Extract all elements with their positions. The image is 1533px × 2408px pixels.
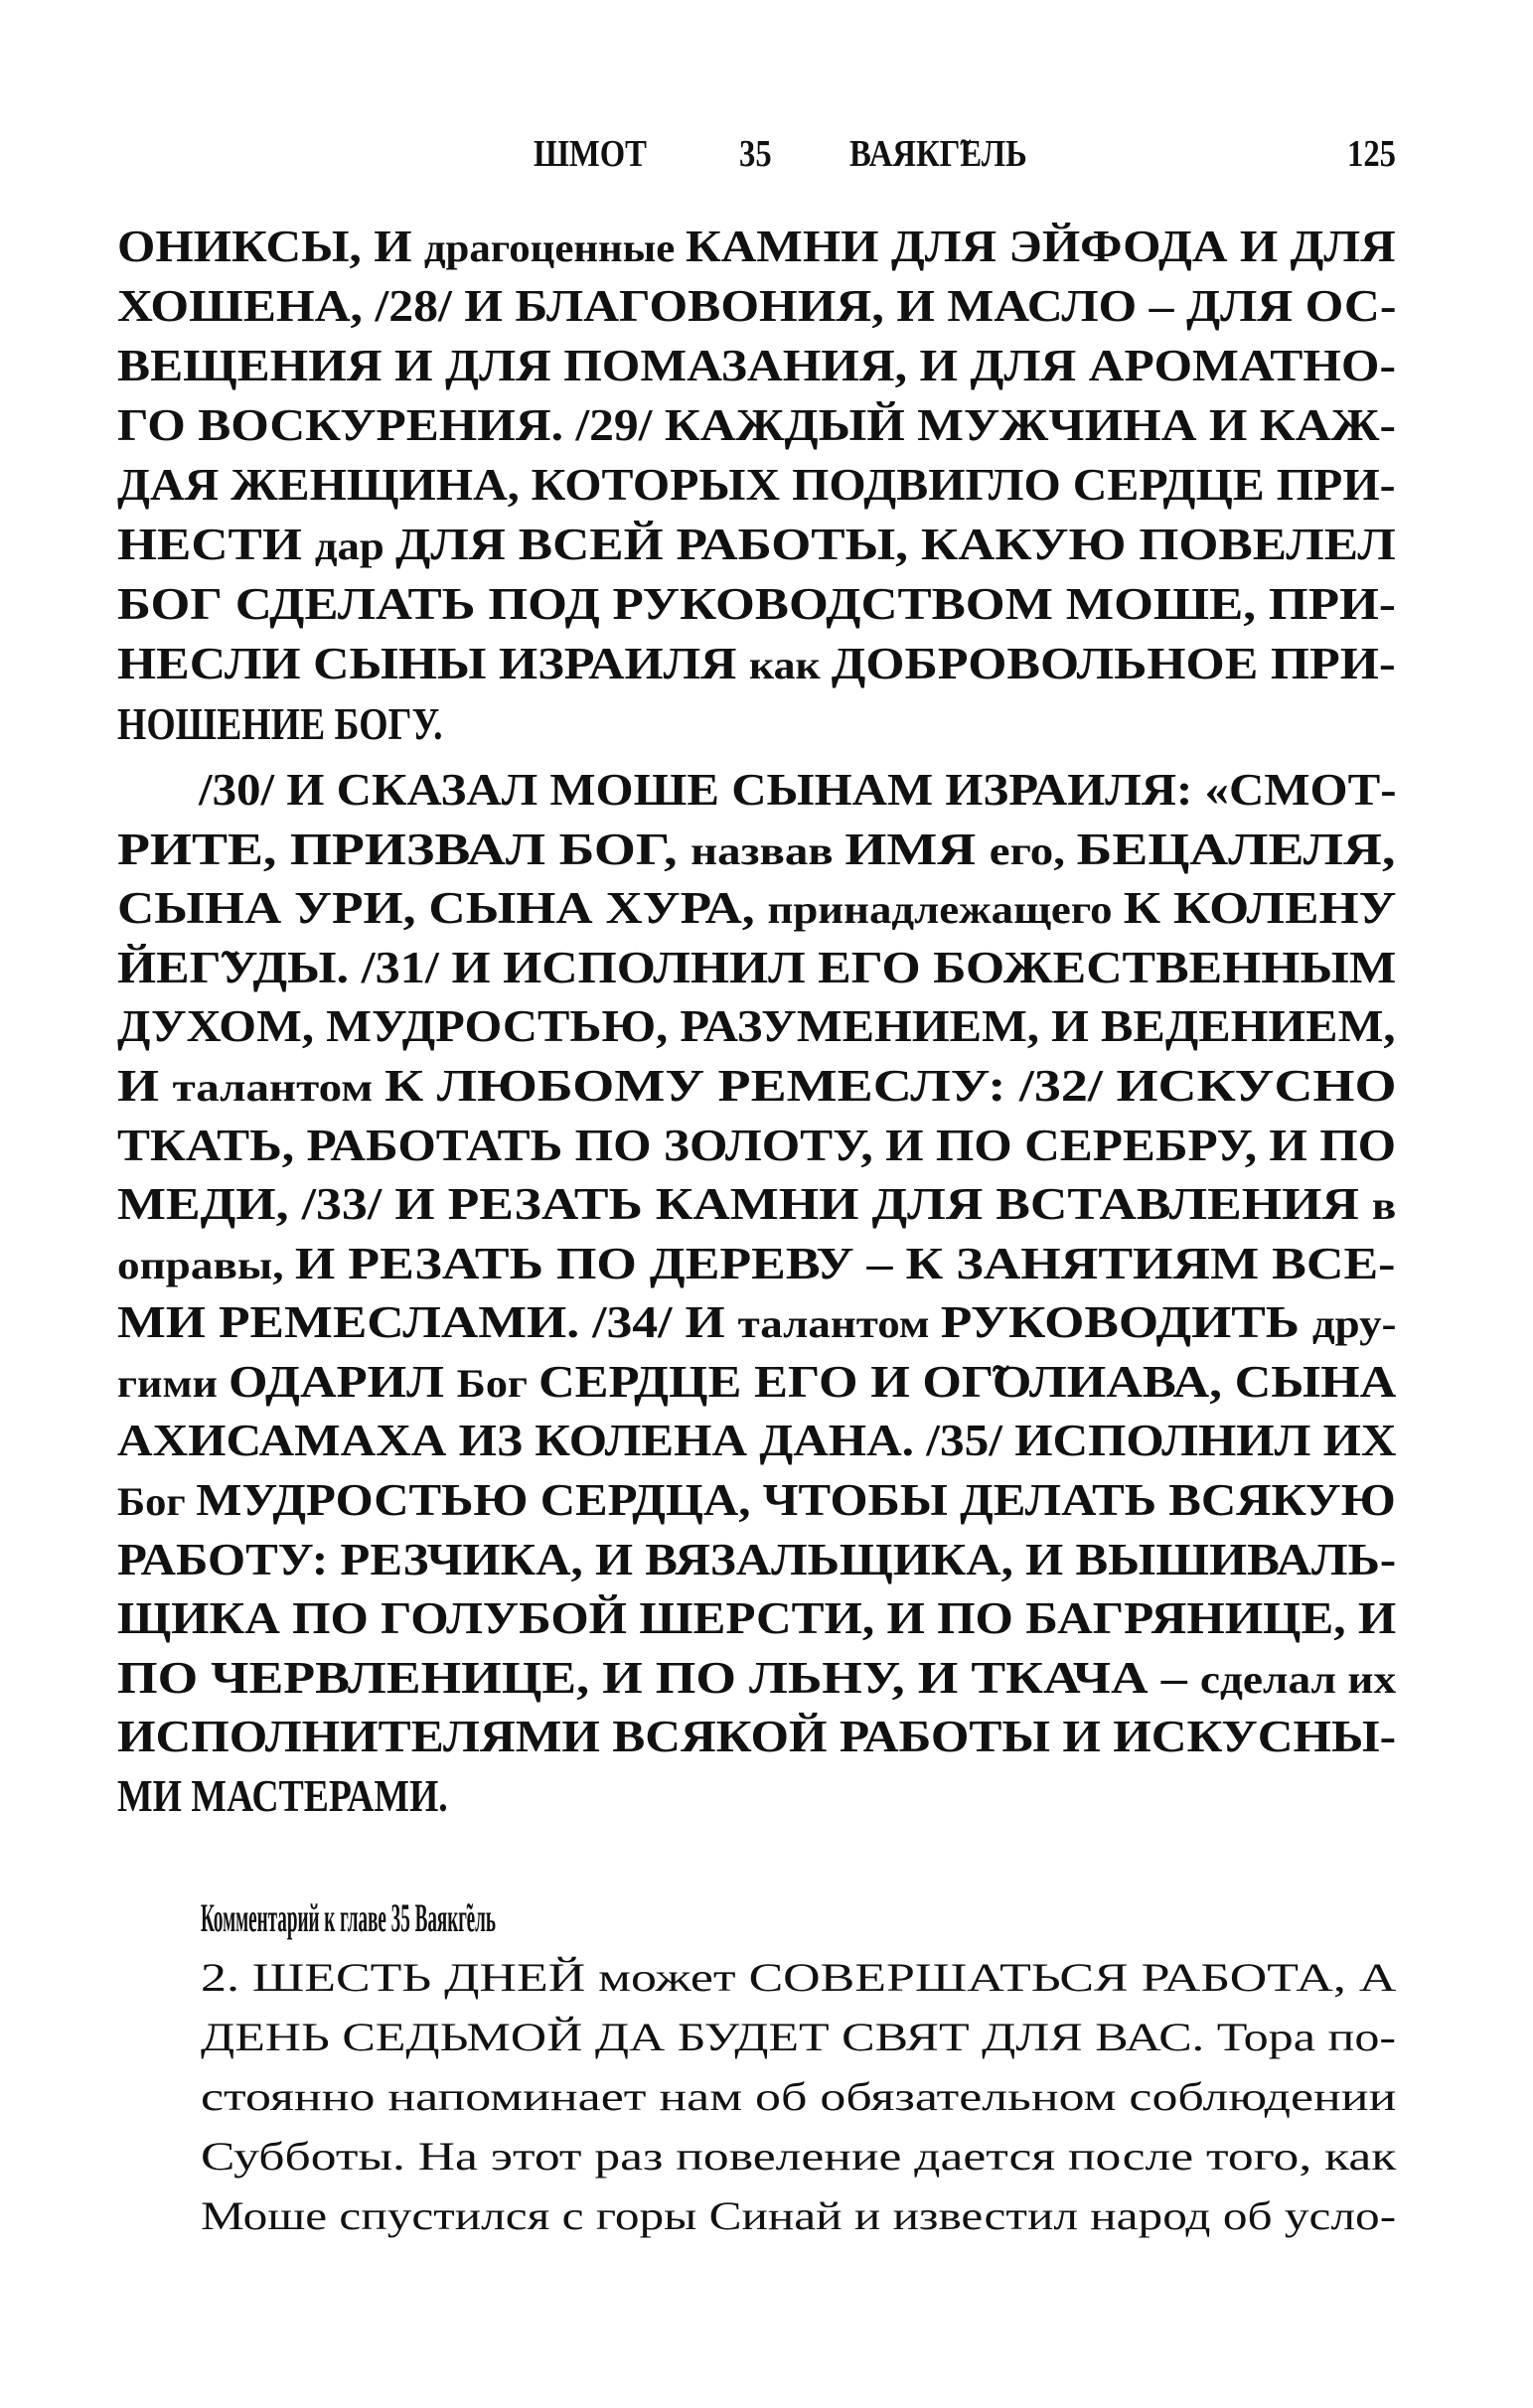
verse-line-text — [117, 395, 1396, 455]
verse-lowercase-segment: драгоценные — [423, 226, 686, 270]
verse-line-text — [117, 694, 443, 754]
verse-line — [117, 938, 1396, 997]
verse-line-text — [117, 574, 1396, 634]
verse-caps-segment: И — [117, 1060, 173, 1111]
verse-caps-segment: НЕСЛИ СЫНЫ ИЗРАИЛЯ — [117, 638, 750, 688]
verse-caps-segment: К ЛЮБОМУ РЕМЕСЛУ: /32/ ИСКУСНО — [384, 1060, 1397, 1111]
verse-line — [117, 336, 1396, 395]
verse-line — [117, 1174, 1396, 1234]
verse-caps-segment: ПО ЧЕРВЛЕНИЦЕ, И ПО ЛЬНУ, И ТКАЧА – — [117, 1652, 1200, 1703]
verse-caps-segment: ДАЯ ЖЕНЩИНА, КОТОРЫХ ПОДВИГЛО СЕРДЦЕ ПРИ- — [117, 459, 1396, 510]
verse-lowercase-segment: гими — [117, 1361, 230, 1406]
verse-lowercase-segment: Бог — [117, 1479, 197, 1524]
verse-caps-segment: КАМНИ ДЛЯ ЭЙФОДА И ДЛЯ — [685, 221, 1396, 271]
verse-line-text — [117, 1766, 448, 1826]
verse-lowercase-segment: назвав — [690, 828, 845, 873]
verse-caps-segment: ДЛЯ ВСЕЙ РАБОТЫ, КАКУЮ ПОВЕЛЕЛ — [394, 519, 1396, 569]
verse-lowercase-segment: оправы, — [117, 1243, 295, 1287]
commentary-line-text: стоянно напоминает нам об обязательном соблюдении — [201, 2074, 1397, 2119]
header-book-title: ШМОТ — [534, 133, 647, 175]
verse-line — [117, 515, 1396, 574]
verse-caps-segment: НОШЕНИЕ БОГУ. — [117, 698, 443, 749]
verse-line-text — [117, 1116, 1396, 1175]
verse-line — [117, 1292, 1396, 1352]
verse-caps-segment: И РЕЗАТЬ ПО ДЕРЕВУ – К ЗАНЯТИЯМ ВСЕ- — [294, 1238, 1396, 1288]
commentary-line-text: Моше спустился с горы Синай и известил народ об усло- — [201, 2193, 1397, 2238]
verse-caps-segment: СЫНА УРИ, СЫНА ХУРА, — [117, 882, 768, 933]
verse-caps-segment: АХИСАМАХА ИЗ КОЛЕНА ДАНА. /35/ ИСПОЛНИЛ ИХ — [117, 1415, 1397, 1465]
verse-caps-segment: СЕРДЦЕ ЕГО И ОГ̃ОЛИАВА, СЫНА — [538, 1356, 1397, 1407]
verse-line-text — [117, 1588, 1396, 1648]
verse-line-text — [117, 336, 1396, 395]
verse-caps-segment: МУДРОСТЬЮ СЕРДЦА, ЧТОБЫ ДЕЛАТЬ ВСЯКУЮ — [196, 1474, 1396, 1525]
page-number: 125 — [1347, 133, 1397, 175]
verse-caps-segment: ЩИКА ПО ГОЛУБОЙ ШЕРСТИ, И ПО БАГРЯНИЦЕ, И — [117, 1592, 1397, 1643]
commentary-line — [201, 2186, 1396, 2246]
verse-line — [117, 1116, 1396, 1175]
verse-line — [117, 996, 1396, 1056]
commentary-line — [201, 2067, 1396, 2127]
verse-line-text — [117, 996, 1396, 1056]
verse-caps-segment: МЕДИ, /33/ И РЕЗАТЬ КАМНИ ДЛЯ ВСТАВЛЕНИЯ — [117, 1178, 1372, 1229]
verse-caps-segment: ДОБРОВОЛЬНОЕ ПРИ- — [831, 638, 1396, 688]
verse-line — [117, 217, 1396, 276]
verse-line-text — [117, 276, 1396, 336]
verse-caps-segment: МИ РЕМЕСЛАМИ. /34/ И — [117, 1296, 738, 1347]
verse-caps-segment: БОГ СДЕЛАТЬ ПОД РУКОВОДСТВОМ МОШЕ, ПРИ- — [117, 578, 1396, 629]
verse-line — [117, 878, 1396, 938]
verse-line-text — [117, 634, 1396, 695]
verse-lowercase-segment: как — [749, 643, 832, 687]
verse-line — [117, 634, 1396, 693]
commentary-line-text: 2. ШЕСТЬ ДНЕЙ может СОВЕРШАТЬСЯ РАБОТА, А — [201, 1955, 1397, 2000]
verse-line-text — [117, 1530, 1396, 1589]
verse-caps-segment: РИТЕ, ПРИЗВАЛ БОГ, — [117, 824, 691, 874]
verse-caps-segment: ОДАРИЛ — [229, 1356, 457, 1407]
verse-line-text — [117, 878, 1396, 940]
verse-line — [117, 1411, 1396, 1470]
verse-lowercase-segment: принадлежащего — [767, 887, 1124, 932]
commentary-heading: Комментарий к главе 35 Ваякг̃ель — [201, 1895, 496, 1940]
verse-caps-segment: ИСПОЛНИТЕЛЯМИ ВСЯКОЙ РАБОТЫ И ИСКУСНЫ- — [117, 1711, 1397, 1761]
verse-lowercase-segment: талантом — [737, 1301, 941, 1346]
verse-lowercase-segment: талантом — [172, 1065, 385, 1110]
verse-caps-segment: РУКОВОДИТЬ — [940, 1296, 1312, 1347]
verse-line — [117, 1470, 1396, 1530]
verse-line — [117, 574, 1396, 634]
verse-caps-segment: ХОШЕНА, /28/ И БЛАГОВОНИЯ, И МАСЛО – ДЛЯ ОС- — [117, 280, 1397, 331]
verse-line-text — [117, 1470, 1396, 1532]
verse-caps-segment: ГО ВОСКУРЕНИЯ. /29/ КАЖДЫЙ МУЖЧИНА И КАЖ- — [117, 399, 1396, 450]
verse-line — [117, 1766, 1396, 1826]
verse-caps-segment: К КОЛЕНУ — [1123, 882, 1397, 933]
verse-line — [117, 1588, 1396, 1648]
verse-line-text — [117, 1707, 1396, 1766]
verse-lowercase-segment: сделал их — [1199, 1657, 1397, 1702]
verse-line-text — [117, 1234, 1395, 1295]
verse-lowercase-segment: в — [1371, 1183, 1397, 1228]
verse-caps-segment: ИМЯ — [844, 824, 990, 874]
verse-line-text — [117, 938, 1396, 997]
verse-caps-segment: НЕСТИ — [117, 519, 315, 569]
verse-caps-segment: ДУХОМ, МУДРОСТЬЮ, РАЗУМЕНИЕМ, И ВЕДЕНИЕМ, — [117, 1000, 1396, 1051]
verse-line-text — [117, 455, 1396, 515]
commentary-line-text: Субботы. На этот раз повеление дается после того, как — [201, 2134, 1397, 2179]
verse-lowercase-segment: его, — [989, 828, 1077, 873]
verse-caps-segment: РАБОТУ: РЕЗЧИКА, И ВЯЗАЛЬЩИКА, И ВЫШИВАЛЬ- — [117, 1534, 1397, 1584]
verse-line-text — [117, 1648, 1396, 1710]
verse-caps-segment: БЕЦАЛЕЛЯ, — [1076, 824, 1396, 874]
verse-lowercase-segment: дар — [314, 524, 395, 568]
verse-line-text — [117, 1292, 1397, 1354]
verse-line-text — [199, 760, 1396, 820]
verse-line — [117, 694, 1396, 754]
verse-lowercase-segment: дру- — [1311, 1301, 1397, 1346]
verse-line — [117, 1352, 1396, 1412]
verse-caps-segment: ОНИКСЫ, И — [117, 221, 424, 271]
verse-line — [117, 1056, 1396, 1116]
commentary-line — [201, 1948, 1396, 2008]
verse-line — [117, 820, 1396, 879]
commentary-line-text: ДЕНЬ СЕДЬМОЙ ДА БУДЕТ СВЯТ ДЛЯ ВАС. Тора по- — [201, 2015, 1397, 2059]
commentary-line — [201, 2127, 1396, 2186]
verse-caps-segment: МИ МАСТЕРАМИ. — [117, 1770, 448, 1821]
verse-line — [117, 1648, 1396, 1708]
header-chapter-number: 35 — [739, 133, 772, 175]
verse-caps-segment: ТКАТЬ, РАБОТАТЬ ПО ЗОЛОТУ, И ПО СЕРЕБРУ, И ПО — [117, 1120, 1397, 1170]
verse-line — [117, 1234, 1396, 1293]
verse-line — [117, 395, 1396, 455]
verse-line — [117, 276, 1396, 336]
commentary-line — [201, 2008, 1396, 2067]
verse-line — [117, 760, 1396, 820]
verse-line-text — [117, 1174, 1396, 1236]
verse-line — [117, 455, 1396, 515]
verse-line-text — [117, 515, 1396, 576]
verse-line-text — [117, 1411, 1397, 1470]
verse-line-text — [117, 1056, 1397, 1118]
verse-line-text — [117, 217, 1396, 278]
verse-line-text — [117, 820, 1395, 881]
running-header — [0, 129, 1533, 179]
verse-line — [117, 1707, 1396, 1766]
verse-line-text — [117, 1352, 1396, 1414]
verse-caps-segment: ВЕЩЕНИЯ И ДЛЯ ПОМАЗАНИЯ, И ДЛЯ АРОМАТНО- — [117, 340, 1397, 390]
verse-caps-segment: ЙЕГ̃УДЫ. /31/ И ИСПОЛНИЛ ЕГО БОЖЕСТВЕННЫМ — [117, 942, 1397, 992]
verse-caps-segment: /30/ И СКАЗАЛ МОШЕ СЫНАМ ИЗРАИЛЯ: «СМОТ- — [199, 764, 1397, 815]
verse-line — [117, 1530, 1396, 1589]
verse-lowercase-segment: Бог — [456, 1361, 539, 1406]
header-parasha-name: ВАЯКГ̃ЕЛЬ — [849, 133, 1027, 175]
